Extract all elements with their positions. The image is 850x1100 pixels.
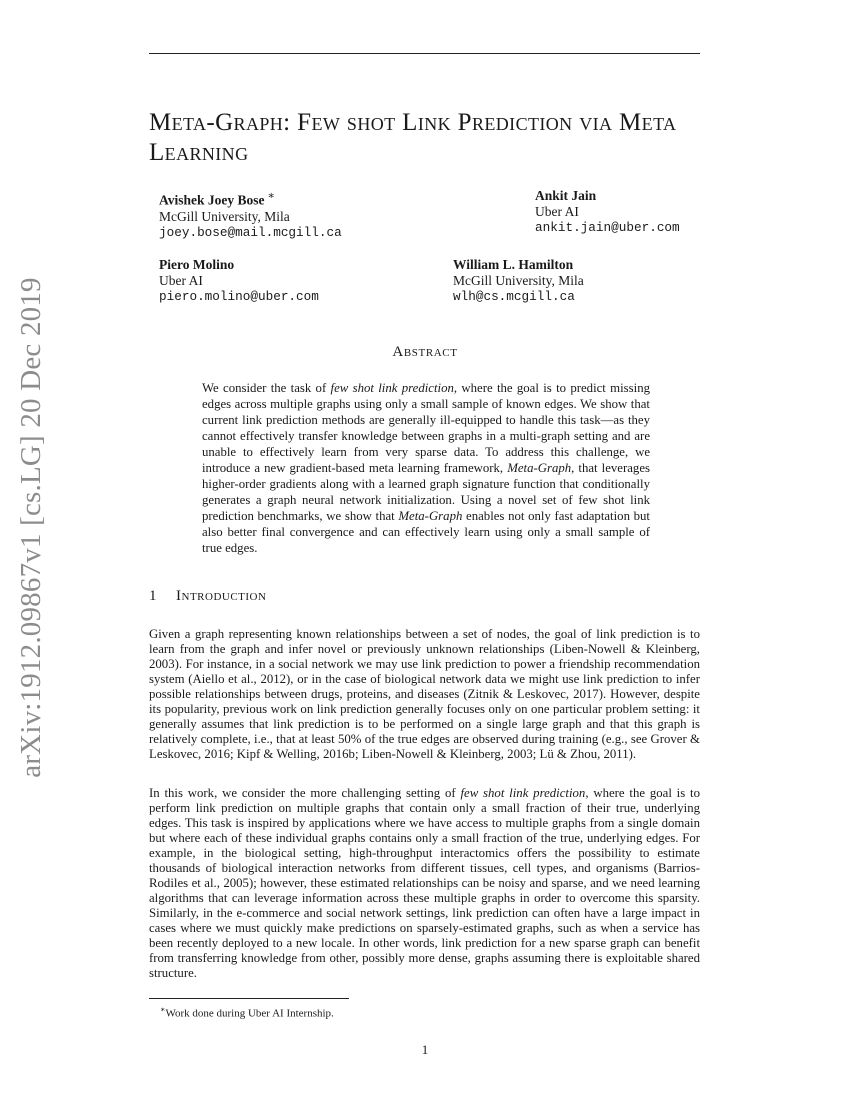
footnote-marker: ∗ (160, 1005, 166, 1014)
intro-paragraph: Given a graph representing known relationships between a set of nodes, the goal of link prediction is to learn from the graph and infer novel or previously unknown relationships (Liben-Nowell & Kleinberg, 2003). For instance, in a social network we may use link prediction to power a friendship recommendation system (Aiello et al., 2012), or in the case of biological network data we might use link prediction to infer possible relationships between drugs, proteins, and diseases (Zitnik & Leskovec, 2017). However, despite its popularity, previous work on link prediction generally focuses only on one particular problem setting: it generally assumes that link prediction is to be performed on a single large graph and that this graph is relatively complete, i.e., that at least 50% of the true edges are observed during training (e.g., see Grover & Leskovec, 2016; Kipf & Welling, 2016b; Liben-Nowell & Kleinberg, 2003; Lü & Zhou, 2011). (149, 627, 700, 761)
intro-paragraph (149, 786, 700, 981)
abstract-segment: , where the goal is to predict missing edges across multiple graphs using only a small sample of known edges. We show that current link prediction methods are generally ill-equipped to handle this task—as they cannot effectively transfer knowledge between graphs in a multi-graph setting and are unable to effectively learn from very sparse data. To address this challenge, we introduce a new gradient-based meta learning framework, (202, 381, 650, 475)
abstract-heading: Abstract (392, 344, 458, 360)
author-affiliation: McGill University, Mila (453, 273, 584, 288)
author-name: Piero Molino (159, 257, 235, 272)
paper-title: Meta-Graph: Few shot Link Prediction via Meta Learning (149, 109, 677, 166)
abstract-segment: We consider the task of (202, 381, 331, 395)
paragraph-emphasis: few shot link prediction (460, 786, 586, 800)
paragraph-segment: In this work, we consider the more challenging setting of (149, 786, 461, 800)
abstract-segment: enables not only fast adaptation but also better final convergence and can effectively learn using only a small sample of true edges. (202, 509, 650, 555)
author-affiliation: McGill University, Mila (159, 208, 290, 224)
arxiv-identifier-text: arXiv:1912.09867v1 [cs.LG] 20 Dec 2019 (14, 276, 47, 778)
footnote-rule (149, 998, 349, 999)
abstract-emphasis: few shot link prediction (330, 381, 454, 395)
abstract-text (202, 380, 650, 556)
section-heading (149, 588, 266, 605)
author-email: piero.molino@uber.com (159, 289, 319, 304)
author-email: ankit.jain@uber.com (535, 220, 680, 235)
footnote-text: Work done during Uber AI Internship. (165, 1007, 334, 1020)
author-affiliation: Uber AI (159, 273, 203, 288)
abstract-emphasis: Meta-Graph (507, 461, 572, 475)
abstract-emphasis: Meta-Graph (398, 509, 463, 523)
page-number: 1 (421, 1042, 429, 1057)
arxiv-identifier (3, 276, 59, 778)
author-affiliation: Uber AI (535, 204, 579, 219)
author-block (159, 257, 319, 305)
paragraph-segment: , where the goal is to perform link prediction on multiple graphs that contain only a small fraction of their true, underlying edges. This task is inspired by applications where we have access to multiple graphs from a single domain but where each of these individual graphs contains only a small fraction of the true, underlying edges. For example, in the biological setting, high-throughput interactomics offers the possibility to estimate thousands of biological interaction networks from different tissues, cell types, and organisms (Barrios-Rodiles et al., 2005); however, these estimated relationships can be noisy and sparse, and we need learning algorithms that can leverage information across these multiple graphs in order to overcome this sparsity. Similarly, in the e-commerce and social network settings, link prediction can often have a large impact in cases where we must quickly make predictions on sparsely-estimated graphs, such as when a service has been recently deployed to a new locale. In other words, link prediction for a new sparse graph can benefit from transferring knowledge from other, possibly more dense, graphs assuming there is exploitable shared structure. (149, 786, 700, 980)
header-rule (149, 53, 700, 54)
author-block (453, 257, 584, 305)
abstract-segment: , that leverages higher-order gradients along with a learned graph signature function that conditionally generates a graph neural network initialization. Using a novel set of few shot link prediction benchmarks, we show that (202, 461, 650, 523)
author-name: Ankit Jain (535, 188, 597, 203)
author-email: joey.bose@mail.mcgill.ca (159, 224, 342, 240)
footnote (160, 1003, 334, 1021)
author-footnote-marker: ∗ (264, 190, 275, 202)
author-name: Avishek Joey Bose (159, 192, 265, 208)
author-block (535, 188, 680, 236)
author-block (159, 188, 342, 241)
author-name: William L. Hamilton (453, 257, 574, 272)
author-email: wlh@cs.mcgill.ca (453, 289, 575, 304)
section-title: Introduction (176, 588, 267, 604)
section-number: 1 (149, 588, 157, 604)
